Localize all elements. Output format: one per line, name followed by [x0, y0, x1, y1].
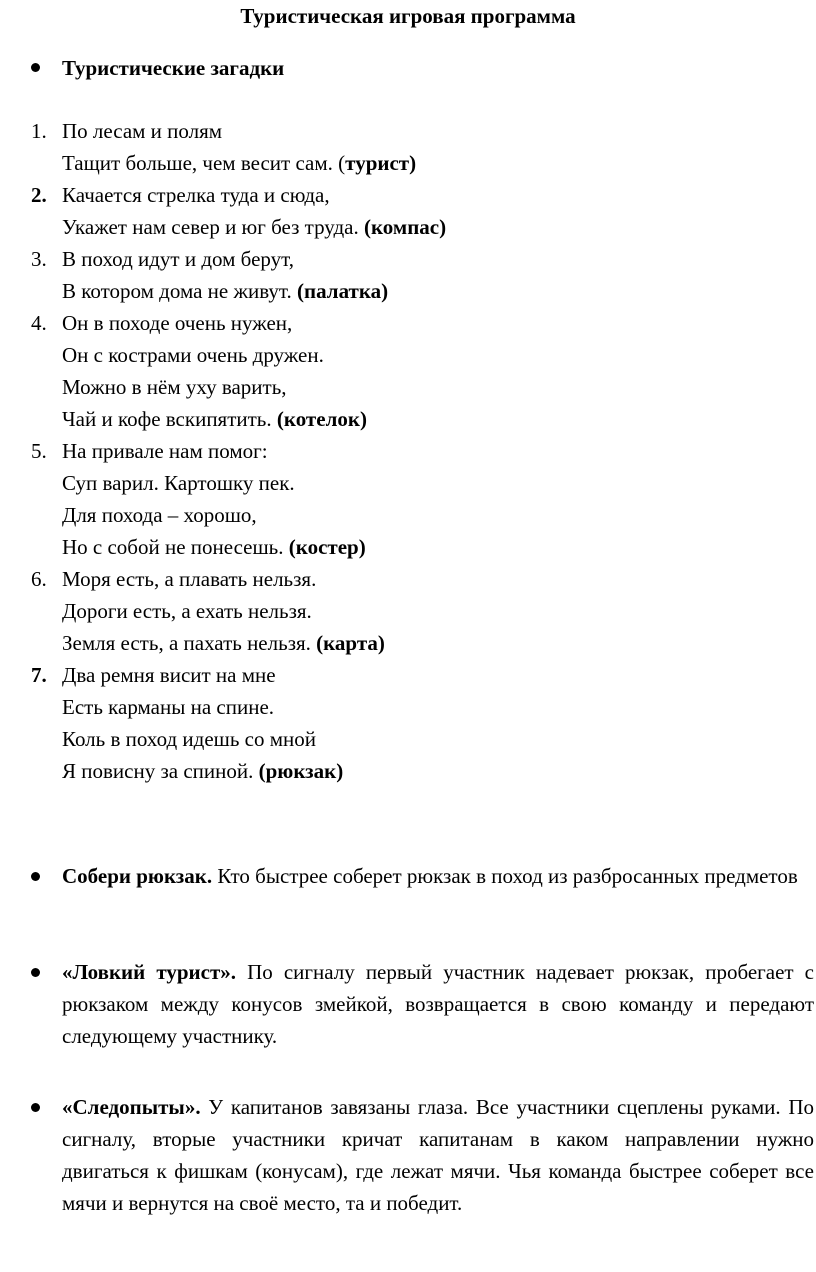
section-trackers-body: У капитанов завязаны глаза. Все участники сцеплены руками. По сигналу, вторые участники кричат капитанам в каком направлении нужно двигаться к фишкам (конусам), где лежат мячи. Чья команда быстрее соберет все мячи и вернутся на своё место, та и победит. — [62, 1095, 814, 1215]
section-trackers-heading: «Следопыты». — [62, 1095, 201, 1119]
riddle-line — [0, 531, 816, 563]
riddle-line-text: Укажет нам север и юг без труда. — [62, 215, 364, 239]
riddle-line — [0, 595, 816, 627]
riddle-line — [0, 723, 816, 755]
riddle-line-text: Он с кострами очень дружен. — [62, 343, 324, 367]
bullet-icon — [31, 63, 40, 72]
section-riddles-heading: Туристические загадки — [62, 56, 285, 80]
riddle-line — [0, 755, 816, 787]
riddle-line-text: Я повисну за спиной. — [62, 759, 259, 783]
bullet-icon — [31, 872, 40, 881]
riddle-line-text: Он в походе очень нужен, — [62, 311, 293, 335]
riddle-text — [62, 691, 274, 723]
riddle-text — [62, 147, 416, 179]
riddle-answer: (рюкзак) — [258, 759, 344, 783]
riddle-line — [0, 627, 816, 659]
riddle-text — [62, 659, 276, 691]
riddle-text — [62, 627, 385, 659]
riddle-answer: (костер) — [288, 535, 366, 559]
riddle-line — [0, 691, 816, 723]
page-title: Туристическая игровая программа — [240, 4, 576, 28]
riddle-line-text: Чай и кофе вскипятить. — [62, 407, 277, 431]
riddle-text — [62, 563, 316, 595]
riddle-number: 1. — [31, 119, 47, 143]
riddle-line — [0, 467, 816, 499]
riddle-line — [0, 307, 816, 339]
riddle-line-text: В поход идут и дом берут, — [62, 247, 294, 271]
riddle-text — [62, 275, 388, 307]
riddle-text — [62, 595, 312, 627]
riddles-list — [0, 115, 816, 787]
riddle-number: 6. — [31, 567, 47, 591]
riddle-text — [62, 339, 324, 371]
bullet-icon — [31, 968, 40, 977]
riddle-line — [0, 147, 816, 179]
riddle-line-text: Качается стрелка туда и сюда, — [62, 183, 330, 207]
riddle-text — [62, 179, 330, 211]
riddle-text — [62, 403, 367, 435]
riddle-line-text: По лесам и полям — [62, 119, 223, 143]
riddle-line — [0, 243, 816, 275]
riddle-text — [62, 243, 294, 275]
riddle-text — [62, 371, 287, 403]
riddle-text — [62, 435, 268, 467]
riddle-line — [0, 659, 816, 691]
riddle-line-text: Есть карманы на спине. — [62, 695, 275, 719]
riddle-line — [0, 563, 816, 595]
riddle-text — [62, 115, 222, 147]
riddle-line-text: Два ремня висит на мне — [62, 663, 276, 687]
riddle-number: 4. — [31, 311, 47, 335]
riddle-line-text: Земля есть, а пахать нельзя. — [62, 631, 317, 655]
riddle-text — [62, 211, 446, 243]
riddle-line — [0, 179, 816, 211]
riddle-answer: (карта) — [316, 631, 385, 655]
riddle-text — [62, 723, 316, 755]
riddle-line — [0, 403, 816, 435]
section-backpack-heading: Собери рюкзак. — [62, 864, 213, 888]
riddle-line — [0, 275, 816, 307]
riddle-line-text: Дороги есть, а ехать нельзя. — [62, 599, 312, 623]
riddle-line-text: Тащит больше, чем весит сам. ( — [62, 151, 346, 175]
riddle-line-text: Моря есть, а плавать нельзя. — [62, 567, 317, 591]
riddle-line-text: Суп варил. Картошку пек. — [62, 471, 295, 495]
riddle-line — [0, 371, 816, 403]
riddle-line — [0, 339, 816, 371]
riddle-text — [62, 307, 292, 339]
riddle-line-text: Можно в нём уху варить, — [62, 375, 287, 399]
riddle-line — [0, 211, 816, 243]
section-trackers-text — [62, 1091, 814, 1219]
riddle-text — [62, 467, 295, 499]
riddle-line-text: Для похода – хорошо, — [62, 503, 257, 527]
section-backpack-text — [62, 860, 814, 892]
riddle-answer: (котелок) — [276, 407, 367, 431]
riddle-text — [62, 755, 343, 787]
riddle-line-text: Коль в поход идешь со мной — [62, 727, 316, 751]
riddle-line-text: В котором дома не живут. — [62, 279, 298, 303]
riddle-answer: (компас) — [363, 215, 447, 239]
riddle-line — [0, 115, 816, 147]
section-tourist-body: По сигналу первый участник надевает рюкзак, пробегает с рюкзаком между конусов змейкой, возвращается в свою команду и передают следующему участнику. — [62, 960, 814, 1048]
riddle-number: 5. — [31, 439, 47, 463]
riddle-line — [0, 435, 816, 467]
section-tourist-heading: «Ловкий турист». — [62, 960, 237, 984]
riddle-answer: (палатка) — [297, 279, 389, 303]
section-tourist-text — [62, 956, 814, 1052]
riddle-answer: турист) — [345, 151, 417, 175]
riddle-text — [62, 499, 257, 531]
riddle-line-text: На привале нам помог: — [62, 439, 268, 463]
bullet-icon — [31, 1103, 40, 1112]
riddle-number: 3. — [31, 247, 47, 271]
riddle-text — [62, 531, 366, 563]
riddle-line-text: Но с собой не понесешь. — [62, 535, 289, 559]
section-backpack-body: Кто быстрее соберет рюкзак в поход из разбросанных предметов — [212, 864, 798, 888]
riddle-number: 7. — [31, 663, 47, 687]
riddle-number: 2. — [31, 183, 47, 207]
riddle-line — [0, 499, 816, 531]
